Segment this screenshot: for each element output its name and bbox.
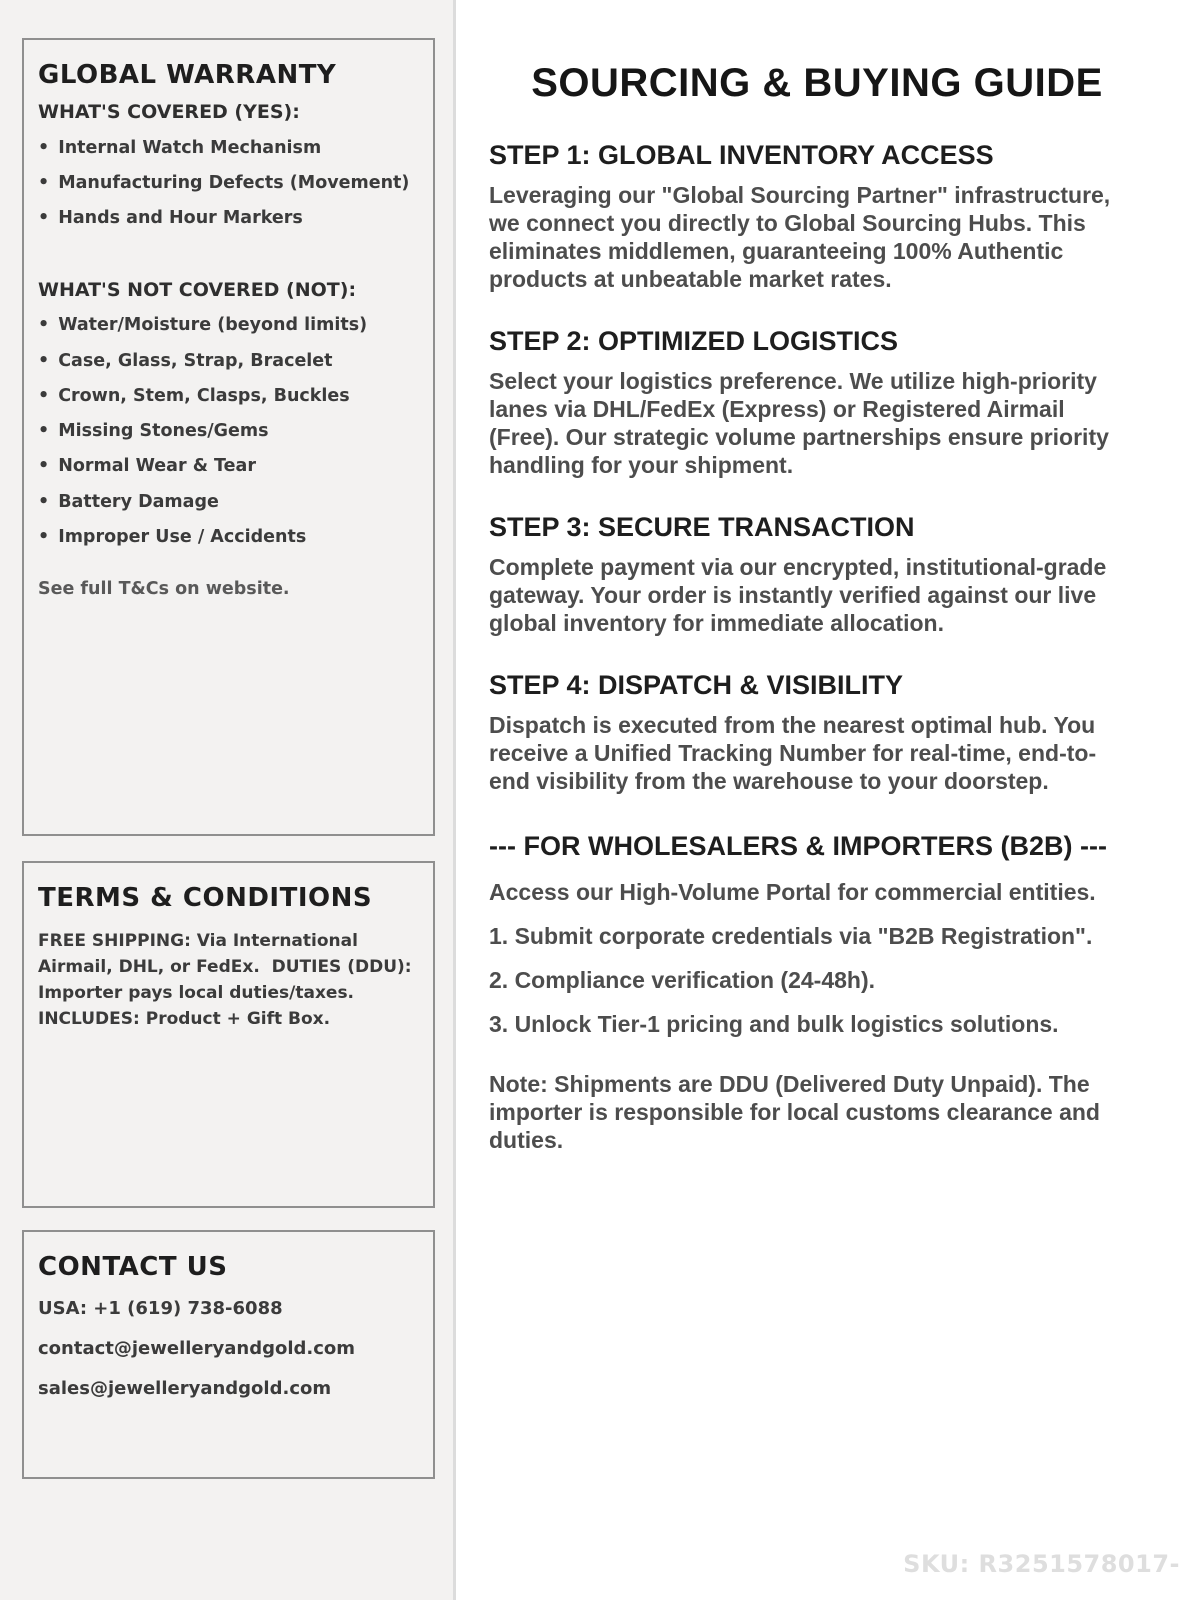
b2b-intro: Access our High-Volume Portal for commercial entities. <box>489 879 1096 906</box>
warranty-footnote: See full T&Cs on website. <box>38 579 290 600</box>
list-item: • Manufacturing Defects (Movement) <box>38 174 419 193</box>
step-3-body: Complete payment via our encrypted, institutional-grade gateway. Your order is instantly verified against our live global inventory for immediate allocation. <box>489 554 1107 637</box>
global-warranty-box <box>22 38 435 836</box>
contact-sales-email: sales@jewelleryandgold.com <box>38 1378 332 1400</box>
step-4-body: Dispatch is executed from the nearest optimal hub. You receive a Unified Tracking Number for real-time, end-to-end visibility from the warehouse to your doorstep. <box>489 712 1097 795</box>
terms-conditions-box <box>22 861 435 1208</box>
sku-label: SKU: R3251578017- <box>903 1550 1180 1578</box>
b2b-note: Note: Shipments are DDU (Delivered Duty Unpaid). The importer is responsible for local customs clearance and duties. <box>489 1071 1100 1154</box>
step-4-section <box>489 670 1145 795</box>
step-2-body: Select your logistics preference. We utilize high-priority lanes via DHL/FedEx (Express) or Registered Airmail (Free). Our strategic volume partnerships ensure priority handling for your shipment. <box>489 368 1109 479</box>
left-sidebar <box>0 0 456 1600</box>
list-item: • Water/Moisture (beyond limits) <box>38 316 419 335</box>
b2b-item-3: 3. Unlock Tier-1 pricing and bulk logistics solutions. <box>489 1011 1059 1038</box>
terms-title: TERMS & CONDITIONS <box>38 883 373 913</box>
list-item: • Normal Wear & Tear <box>38 457 419 476</box>
step-1-heading: STEP 1: GLOBAL INVENTORY ACCESS <box>489 140 994 170</box>
list-item: • Improper Use / Accidents <box>38 528 419 547</box>
warranty-title: GLOBAL WARRANTY <box>38 60 337 90</box>
sourcing-guide-panel <box>459 0 1200 1600</box>
list-item: • Hands and Hour Markers <box>38 209 419 228</box>
contact-phone: USA: +1 (619) 738-6088 <box>38 1298 283 1320</box>
warranty-covered-list <box>38 139 419 229</box>
warranty-covered-title: WHAT'S COVERED (YES): <box>38 101 300 124</box>
b2b-heading: --- FOR WHOLESALERS & IMPORTERS (B2B) --- <box>489 831 1107 862</box>
terms-body: FREE SHIPPING: Via International Airmail, DHL, or FedEx. DUTIES (DDU): Importer pays local duties/taxes. INCLUDES: Product + Gift Box. <box>38 931 418 1030</box>
list-item: • Crown, Stem, Clasps, Buckles <box>38 387 419 406</box>
page-title: SOURCING & BUYING GUIDE <box>531 61 1103 105</box>
list-item: • Battery Damage <box>38 493 419 512</box>
list-item: • Case, Glass, Strap, Bracelet <box>38 352 419 371</box>
contact-title: CONTACT US <box>38 1252 228 1282</box>
warranty-not-covered-title: WHAT'S NOT COVERED (NOT): <box>38 278 357 301</box>
list-item: • Internal Watch Mechanism <box>38 139 419 158</box>
step-4-heading: STEP 4: DISPATCH & VISIBILITY <box>489 670 904 701</box>
b2b-item-2: 2. Compliance verification (24-48h). <box>489 967 876 994</box>
step-2-section <box>489 326 1145 479</box>
step-1-body: Leveraging our "Global Sourcing Partner" infrastructure, we connect you directly to Global Sourcing Hubs. This eliminates middlemen, guaranteeing 100% Authentic products at unbeatable market rates. <box>489 182 1111 293</box>
step-3-heading: STEP 3: SECURE TRANSACTION <box>489 512 915 543</box>
step-2-heading: STEP 2: OPTIMIZED LOGISTICS <box>489 326 899 357</box>
step-1-section <box>489 140 1145 293</box>
list-item: • Missing Stones/Gems <box>38 422 419 441</box>
step-3-section <box>489 512 1145 637</box>
contact-us-box <box>22 1230 435 1479</box>
warranty-not-covered-list <box>38 316 419 547</box>
b2b-item-1: 1. Submit corporate credentials via "B2B Registration". <box>489 923 1093 950</box>
contact-email: contact@jewelleryandgold.com <box>38 1338 356 1360</box>
